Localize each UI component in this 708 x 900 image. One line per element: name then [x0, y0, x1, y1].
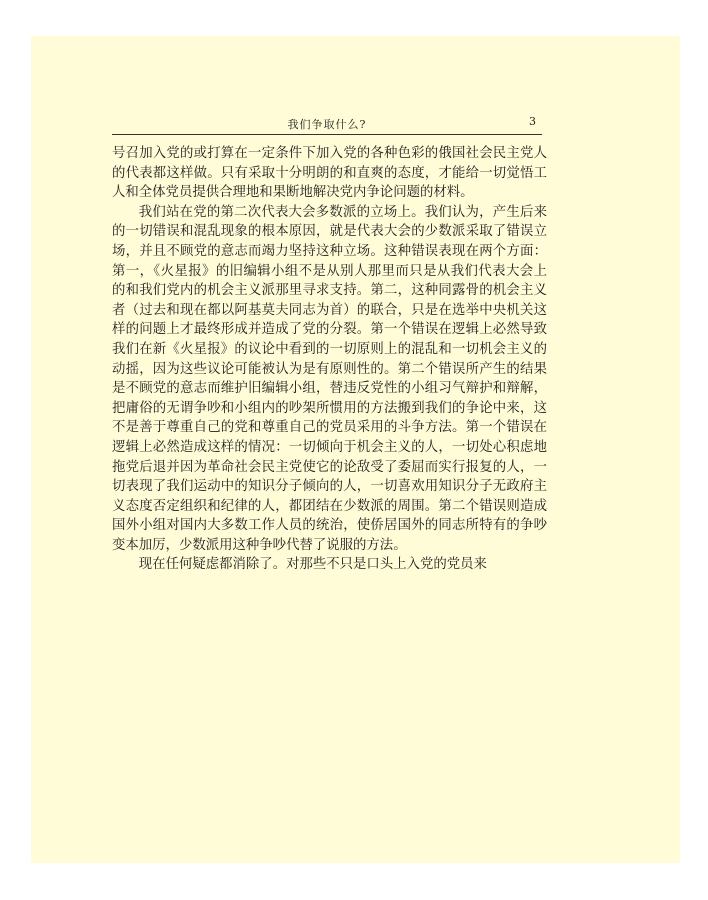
running-title: 我们争取什么? — [287, 118, 367, 131]
paragraph-3: 现在任何疑虑都消除了。对那些不只是口头上入党的党员来 — [138, 557, 487, 573]
page-number: 3 — [529, 115, 536, 128]
paragraph-1: 号召加入党的或打算在一定条件下加入党的各种色彩的俄国社会民主党人的代表都这样做。只有采取十分明朗的和直爽的态度，才能给一切觉悟工人和全体党员提供合理地和果断地解决党内争论问题的材料。 — [112, 146, 547, 201]
running-head — [112, 111, 542, 135]
paragraph-2: 我们站在党的第二次代表大会多数派的立场上。我们认为，产生后来的一切错误和混乱现象的根本原因，就是代表大会的少数派采取了错误立场，并且不顾党的意志而竭力坚持这种立场。这种错误表现在两个方面：第一，《火星报》的旧编辑小组不是从别人那里而只是从我们代表大会上的和我们党内的机会主义派那里寻求支持。第二，这种同露骨的机会主义者（过去和现在都以阿基莫夫同志为首）的联合，只是在选举中央机关这样的问题上才最终形成并造成了党的分裂。第一个错误在逻辑上必然导致我们在新《火星报》的议论中看到的一切原则上的混乱和一切机会主义的动摇，因为这些议论可能被认为是有原则性的。第二个错误所产生的结果是不顾党的意志而维护旧编辑小组，替违反党性的小组习气辩护和辩解，把庸俗的无谓争吵和小组内的吵架所惯用的方法搬到我们的争论中来，这不是善于尊重自己的党和尊重自己的党员采用的斗争方法。第一个错误在逻辑上必然造成这样的情况：一切倾向于机会主义的人，一切处心积虑地拖党后退并因为革命社会民主党使它的论敌受了委屈而实行报复的人，一切表现了我们运动中的知识分子倾向的人，一切喜欢用知识分子无政府主义态度否定组织和纪律的人，都团结在少数派的周围。第二个错误则造成国外小组对国内大多数工作人员的统治，使侨居国外的同志所特有的争吵变本加厉，少数派用这种争吵代替了说服的方法。 — [112, 204, 547, 553]
body-text — [112, 144, 547, 575]
